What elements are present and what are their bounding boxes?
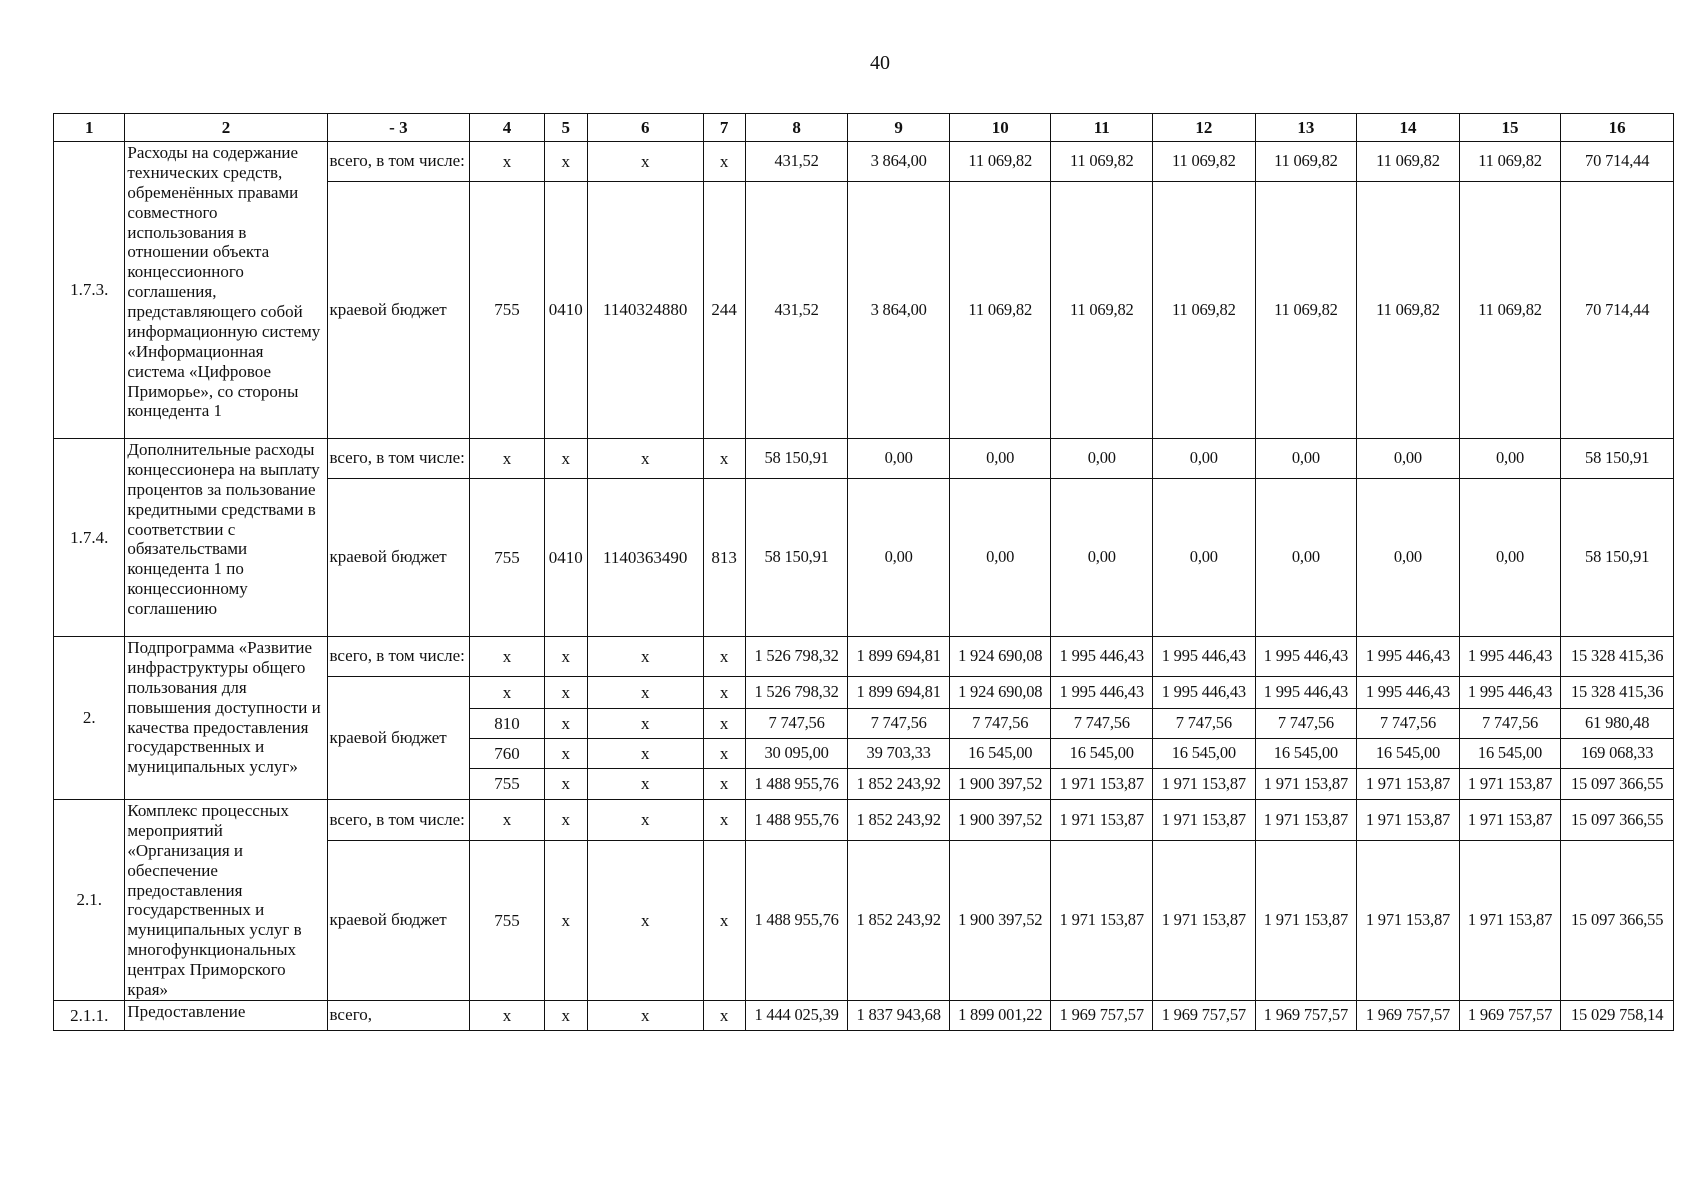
amount-cell: 58 150,91 [1561,439,1674,479]
amount-cell: 1 900 397,52 [949,800,1051,841]
funding-source: всего, в том числе: [327,800,470,841]
amount-cell: 11 069,82 [1357,182,1460,439]
amount-cell: 1 971 153,87 [1357,840,1460,1000]
funding-source: краевой бюджет [327,182,470,439]
budget-code: x [587,142,703,182]
column-header-13: 13 [1255,114,1357,142]
column-header-4: 4 [470,114,544,142]
amount-cell: 1 971 153,87 [1459,840,1561,1000]
budget-code: x [703,800,745,841]
amount-cell: 15 328 415,36 [1561,637,1674,677]
amount-cell: 16 545,00 [1153,739,1256,769]
amount-cell: 0,00 [1255,439,1357,479]
row-number: 2.1.1. [54,1000,125,1030]
amount-cell: 11 069,82 [1459,142,1561,182]
budget-code: x [470,1000,544,1030]
amount-cell: 11 069,82 [1459,182,1561,439]
budget-code: 244 [703,182,745,439]
amount-cell: 1 899 694,81 [848,677,950,709]
amount-cell: 1 526 798,32 [745,677,848,709]
budget-code: x [470,439,544,479]
table-row [54,1000,1674,1030]
table-row [54,142,1674,182]
budget-code: x [544,709,587,739]
budget-code: 1140324880 [587,182,703,439]
budget-code: x [544,439,587,479]
amount-cell: 58 150,91 [745,439,848,479]
row-name: Предоставление [125,1000,327,1030]
row-name: Дополнительные расходы концессионера на выплату процентов за пользование кредитными средствами в соответствии с обязательствами концедента 1 по концессионному соглашению [125,439,327,637]
amount-cell: 16 545,00 [1459,739,1561,769]
amount-cell: 1 924 690,08 [949,677,1051,709]
amount-cell: 0,00 [1051,439,1153,479]
funding-source: всего, в том числе: [327,142,470,182]
amount-cell: 11 069,82 [949,142,1051,182]
row-number: 2.1. [54,800,125,1001]
budget-code: x [544,677,587,709]
amount-cell: 1 924 690,08 [949,637,1051,677]
amount-cell: 1 488 955,76 [745,840,848,1000]
budget-code: x [703,709,745,739]
amount-cell: 1 995 446,43 [1153,637,1256,677]
amount-cell: 0,00 [848,439,950,479]
amount-cell: 11 069,82 [949,182,1051,439]
amount-cell: 1 900 397,52 [949,840,1051,1000]
amount-cell: 1 526 798,32 [745,637,848,677]
table-row [54,800,1674,841]
column-header-11: 11 [1051,114,1153,142]
amount-cell: 7 747,56 [949,709,1051,739]
budget-code: x [587,739,703,769]
amount-cell: 11 069,82 [1051,142,1153,182]
funding-source: краевой бюджет [327,677,470,800]
budget-code: x [470,637,544,677]
amount-cell: 58 150,91 [1561,479,1674,637]
amount-cell: 16 545,00 [1255,739,1357,769]
amount-cell: 1 995 446,43 [1357,637,1460,677]
amount-cell: 16 545,00 [1357,739,1460,769]
row-number: 1.7.3. [54,142,125,439]
budget-code: x [544,142,587,182]
amount-cell: 0,00 [848,479,950,637]
table-row [54,439,1674,479]
amount-cell: 0,00 [1459,479,1561,637]
amount-cell: 1 488 955,76 [745,769,848,800]
budget-code: x [470,677,544,709]
amount-cell: 7 747,56 [848,709,950,739]
amount-cell: 1 995 446,43 [1153,677,1256,709]
budget-code: 755 [470,479,544,637]
budget-code: x [587,769,703,800]
amount-cell: 3 864,00 [848,142,950,182]
amount-cell: 16 545,00 [1051,739,1153,769]
amount-cell: 1 852 243,92 [848,800,950,841]
amount-cell: 1 969 757,57 [1357,1000,1460,1030]
amount-cell: 11 069,82 [1153,142,1256,182]
amount-cell: 1 444 025,39 [745,1000,848,1030]
budget-code: 1140363490 [587,479,703,637]
budget-code: x [587,439,703,479]
amount-cell: 11 069,82 [1255,182,1357,439]
column-header-3: - 3 [327,114,470,142]
amount-cell: 1 971 153,87 [1255,769,1357,800]
amount-cell: 169 068,33 [1561,739,1674,769]
amount-cell: 11 069,82 [1255,142,1357,182]
column-header-2: 2 [125,114,327,142]
budget-code: x [544,800,587,841]
table-row [54,637,1674,677]
budget-code: x [703,1000,745,1030]
budget-code: 755 [470,182,544,439]
amount-cell: 0,00 [949,479,1051,637]
budget-code: 755 [470,840,544,1000]
amount-cell: 1 995 446,43 [1051,637,1153,677]
amount-cell: 7 747,56 [1255,709,1357,739]
budget-code: x [703,840,745,1000]
column-header-1: 1 [54,114,125,142]
amount-cell: 0,00 [1357,439,1460,479]
budget-code: x [470,142,544,182]
amount-cell: 1 971 153,87 [1255,800,1357,841]
amount-cell: 1 969 757,57 [1255,1000,1357,1030]
budget-code: x [587,709,703,739]
amount-cell: 30 095,00 [745,739,848,769]
amount-cell: 1 971 153,87 [1153,840,1256,1000]
amount-cell: 1 969 757,57 [1051,1000,1153,1030]
budget-code: x [544,637,587,677]
amount-cell: 1 995 446,43 [1459,677,1561,709]
budget-code: x [703,739,745,769]
amount-cell: 1 971 153,87 [1459,769,1561,800]
amount-cell: 15 097 366,55 [1561,800,1674,841]
amount-cell: 16 545,00 [949,739,1051,769]
amount-cell: 3 864,00 [848,182,950,439]
amount-cell: 1 971 153,87 [1051,840,1153,1000]
column-header-8: 8 [745,114,848,142]
row-name: Расходы на содержание технических средств, обременённых правами совместного использования в отношении объекта концессионного соглашения, представляющего собой информационную систему «Информационная система «Цифровое Приморье», со стороны концедента 1 [125,142,327,439]
page-number: 40 [870,52,890,74]
budget-code: x [703,637,745,677]
amount-cell: 1 995 446,43 [1255,677,1357,709]
budget-code: x [587,677,703,709]
amount-cell: 0,00 [1153,479,1256,637]
amount-cell: 1 971 153,87 [1357,769,1460,800]
funding-source: всего, [327,1000,470,1030]
row-name: Комплекс процессных мероприятий «Организация и обеспечение предоставления государственных и муниципальных услуг в многофункциональных центрах Приморского края» [125,800,327,1001]
budget-code: x [703,769,745,800]
amount-cell: 11 069,82 [1153,182,1256,439]
amount-cell: 431,52 [745,182,848,439]
budget-code: x [544,769,587,800]
funding-source: краевой бюджет [327,479,470,637]
amount-cell: 0,00 [1357,479,1460,637]
amount-cell: 1 852 243,92 [848,840,950,1000]
column-header-row [54,114,1674,142]
column-header-15: 15 [1459,114,1561,142]
amount-cell: 1 969 757,57 [1459,1000,1561,1030]
budget-code: x [544,840,587,1000]
amount-cell: 0,00 [949,439,1051,479]
amount-cell: 1 971 153,87 [1153,769,1256,800]
row-number: 2. [54,637,125,800]
column-header-10: 10 [949,114,1051,142]
budget-code: x [587,637,703,677]
row-number: 1.7.4. [54,439,125,637]
amount-cell: 0,00 [1459,439,1561,479]
amount-cell: 1 899 001,22 [949,1000,1051,1030]
budget-code: x [587,1000,703,1030]
column-header-14: 14 [1357,114,1460,142]
funding-source: краевой бюджет [327,840,470,1000]
funding-source: всего, в том числе: [327,637,470,677]
budget-code: x [703,142,745,182]
budget-code: 813 [703,479,745,637]
budget-code: 810 [470,709,544,739]
amount-cell: 1 971 153,87 [1051,800,1153,841]
funding-source: всего, в том числе: [327,439,470,479]
amount-cell: 1 995 446,43 [1051,677,1153,709]
amount-cell: 0,00 [1051,479,1153,637]
amount-cell: 1 971 153,87 [1459,800,1561,841]
amount-cell: 70 714,44 [1561,142,1674,182]
amount-cell: 39 703,33 [848,739,950,769]
amount-cell: 7 747,56 [1153,709,1256,739]
amount-cell: 431,52 [745,142,848,182]
amount-cell: 15 097 366,55 [1561,840,1674,1000]
column-header-9: 9 [848,114,950,142]
amount-cell: 7 747,56 [745,709,848,739]
amount-cell: 1 488 955,76 [745,800,848,841]
budget-table [53,113,1674,1031]
amount-cell: 0,00 [1153,439,1256,479]
budget-code: 755 [470,769,544,800]
amount-cell: 70 714,44 [1561,182,1674,439]
amount-cell: 11 069,82 [1051,182,1153,439]
budget-code: x [544,739,587,769]
budget-code: x [544,1000,587,1030]
amount-cell: 61 980,48 [1561,709,1674,739]
amount-cell: 1 995 446,43 [1255,637,1357,677]
column-header-16: 16 [1561,114,1674,142]
column-header-12: 12 [1153,114,1256,142]
amount-cell: 1 900 397,52 [949,769,1051,800]
amount-cell: 1 899 694,81 [848,637,950,677]
amount-cell: 7 747,56 [1051,709,1153,739]
amount-cell: 1 852 243,92 [848,769,950,800]
budget-code: x [703,677,745,709]
amount-cell: 7 747,56 [1357,709,1460,739]
amount-cell: 7 747,56 [1459,709,1561,739]
amount-cell: 1 971 153,87 [1255,840,1357,1000]
budget-code: x [587,800,703,841]
amount-cell: 0,00 [1255,479,1357,637]
amount-cell: 1 969 757,57 [1153,1000,1256,1030]
amount-cell: 1 971 153,87 [1153,800,1256,841]
amount-cell: 1 971 153,87 [1051,769,1153,800]
amount-cell: 15 029 758,14 [1561,1000,1674,1030]
column-header-7: 7 [703,114,745,142]
budget-code: x [587,840,703,1000]
budget-code: 0410 [544,479,587,637]
amount-cell: 1 837 943,68 [848,1000,950,1030]
budget-code: 760 [470,739,544,769]
column-header-5: 5 [544,114,587,142]
budget-code: 0410 [544,182,587,439]
amount-cell: 15 328 415,36 [1561,677,1674,709]
amount-cell: 58 150,91 [745,479,848,637]
amount-cell: 1 971 153,87 [1357,800,1460,841]
budget-code: x [470,800,544,841]
row-name: Подпрограмма «Развитие инфраструктуры общего пользования для повышения доступности и качества предоставления государственных и муниципальных услуг» [125,637,327,800]
amount-cell: 1 995 446,43 [1459,637,1561,677]
amount-cell: 15 097 366,55 [1561,769,1674,800]
column-header-6: 6 [587,114,703,142]
amount-cell: 11 069,82 [1357,142,1460,182]
budget-code: x [703,439,745,479]
amount-cell: 1 995 446,43 [1357,677,1460,709]
